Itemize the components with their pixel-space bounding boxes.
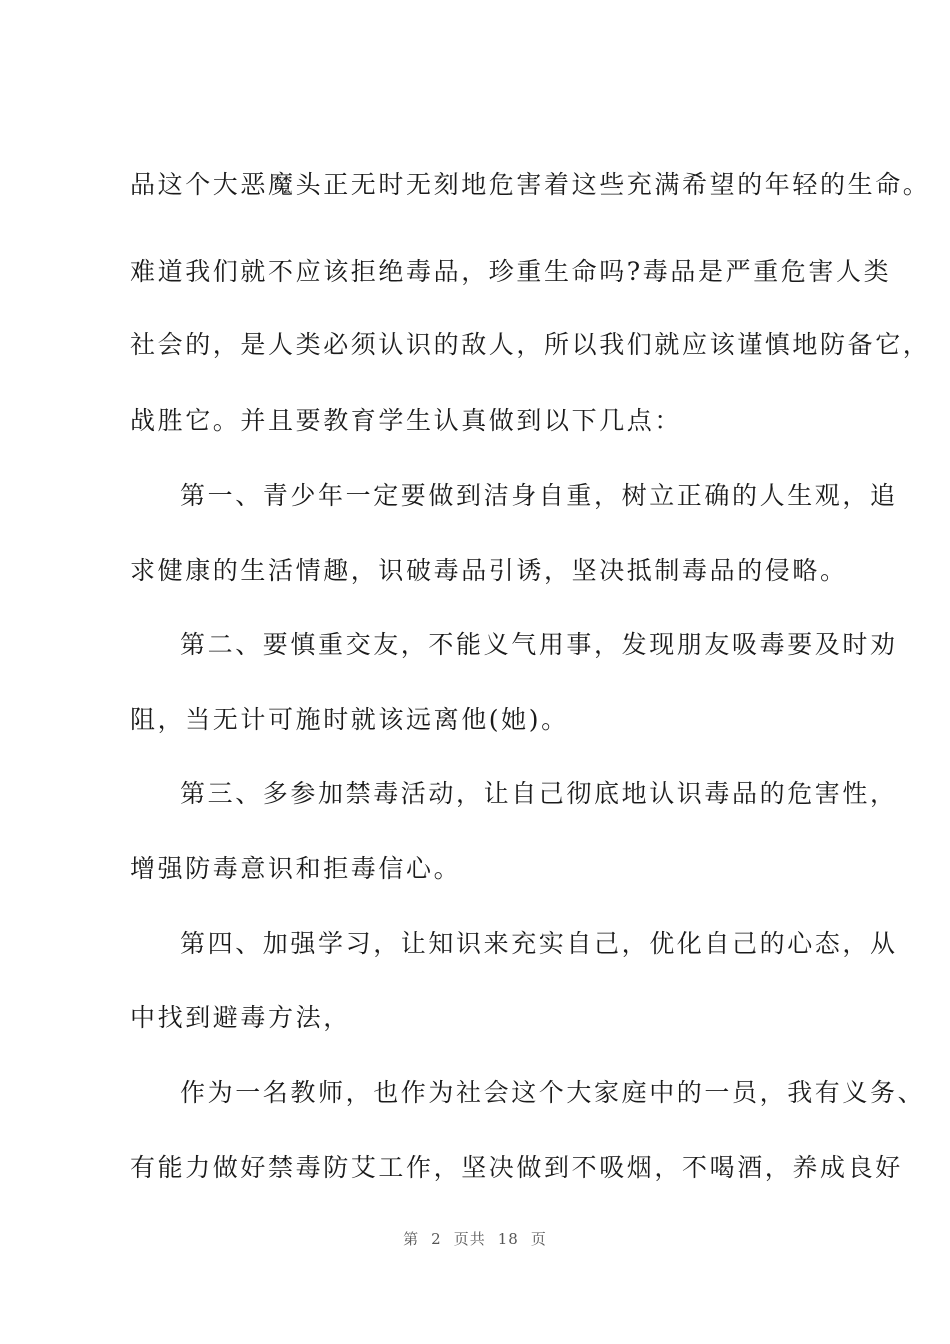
- paragraph-first-line: 第三、多参加禁毒活动，让自己彻底地认识毒品的危害性，: [180, 779, 898, 808]
- text-line: 难道我们就不应该拒绝毒品，珍重生命吗?毒品是严重危害人类: [130, 257, 892, 286]
- footer-current-page: 2: [431, 1230, 442, 1248]
- paragraph-first-line: 第一、青少年一定要做到洁身自重，树立正确的人生观，追: [180, 481, 898, 510]
- footer-total-pages: 18: [497, 1230, 519, 1248]
- paragraph-first-line: 作为一名教师，也作为社会这个大家庭中的一员，我有义务、: [180, 1078, 926, 1107]
- text-line: 社会的，是人类必须认识的敌人，所以我们就应该谨慎地防备它，: [130, 330, 931, 359]
- text-line: 阻，当无计可施时就该远离他(她)。: [130, 705, 569, 734]
- footer-suffix: 页: [530, 1230, 547, 1248]
- page-footer: [0, 1228, 950, 1249]
- paragraph-first-line: 第四、加强学习，让知识来充实自己，优化自己的心态，从: [180, 929, 898, 958]
- text-line: 有能力做好禁毒防艾工作，坚决做到不吸烟，不喝酒，养成良好: [130, 1153, 903, 1182]
- footer-middle: 页共: [453, 1230, 486, 1248]
- text-line: 战胜它。并且要教育学生认真做到以下几点：: [130, 406, 683, 435]
- footer-prefix: 第: [403, 1230, 420, 1248]
- text-line: 增强防毒意识和拒毒信心。: [130, 854, 462, 883]
- text-line: 中找到避毒方法，: [130, 1003, 351, 1032]
- paragraph-first-line: 第二、要慎重交友，不能义气用事，发现朋友吸毒要及时劝: [180, 630, 898, 659]
- text-line: 品这个大恶魔头正无时无刻地危害着这些充满希望的年轻的生命。: [130, 170, 931, 199]
- text-line: 求健康的生活情趣，识破毒品引诱，坚决抵制毒品的侵略。: [130, 556, 848, 585]
